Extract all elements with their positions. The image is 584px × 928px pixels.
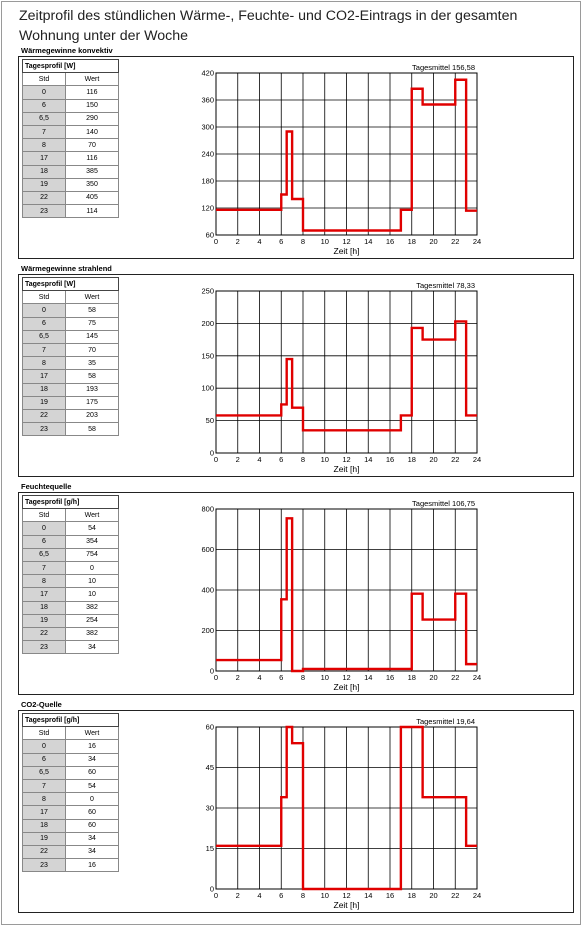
chart-feuchtequelle xyxy=(194,495,499,693)
table-row: 22 203 xyxy=(23,409,119,422)
table-row: 19 350 xyxy=(23,178,119,191)
mean-label: Tagesmittel 156,58 xyxy=(412,63,475,72)
x-tick-label: 14 xyxy=(364,891,373,900)
x-tick-label: 24 xyxy=(472,237,482,246)
y-tick-label: 45 xyxy=(205,763,214,772)
x-tick-label: 12 xyxy=(342,891,351,900)
y-tick-label: 30 xyxy=(205,803,214,813)
x-tick-label: 6 xyxy=(279,891,284,900)
table-row: 6,5 60 xyxy=(23,766,119,779)
table-row: 19 34 xyxy=(23,832,119,845)
mean-label: Tagesmittel 19,64 xyxy=(416,717,475,726)
col-header-wert: Wert xyxy=(66,291,119,304)
table-row: 23 34 xyxy=(23,641,119,654)
chart-waermegewinne-konvektiv xyxy=(194,59,499,257)
x-tick-label: 6 xyxy=(279,455,284,464)
col-header-std: Std xyxy=(23,73,66,86)
section-label: Feuchtequelle xyxy=(21,482,72,491)
table-row: 22 405 xyxy=(23,191,119,204)
x-tick-label: 2 xyxy=(235,891,240,900)
x-tick-label: 14 xyxy=(364,455,373,464)
chart-waermegewinne-strahlend xyxy=(194,277,499,475)
x-tick-label: 22 xyxy=(451,237,460,246)
x-tick-label: 10 xyxy=(320,237,329,246)
col-header-std: Std xyxy=(23,727,66,740)
x-tick-label: 8 xyxy=(300,891,306,900)
x-tick-label: 10 xyxy=(320,891,329,900)
x-axis-label: Zeit [h] xyxy=(333,682,360,692)
section-label: CO2-Quelle xyxy=(21,700,62,709)
table-row: 23 58 xyxy=(23,423,119,436)
page-title: Zeitprofil des stündlichen Wärme-, Feuchte- und CO2-Eintrags in der gesamten Wohnung unter der Woche xyxy=(19,8,518,44)
table-row: 0 54 xyxy=(23,522,119,535)
chart-co2-quelle xyxy=(194,713,499,911)
x-tick-label: 6 xyxy=(279,673,284,682)
table-title: Tagesprofil [W] xyxy=(23,60,119,73)
y-tick-label: 800 xyxy=(201,504,214,514)
table-title: Tagesprofil [g/h] xyxy=(23,496,119,509)
y-tick-label: 60 xyxy=(205,722,214,732)
x-tick-label: 12 xyxy=(342,455,351,464)
x-axis-label: Zeit [h] xyxy=(333,464,360,474)
table-row: 7 70 xyxy=(23,343,119,356)
table-row: 0 58 xyxy=(23,304,119,317)
table-row: 7 0 xyxy=(23,561,119,574)
x-tick-label: 24 xyxy=(472,891,482,900)
table-row: 22 34 xyxy=(23,845,119,858)
y-tick-label: 15 xyxy=(205,844,214,853)
x-tick-label: 20 xyxy=(429,891,438,900)
y-tick-label: 150 xyxy=(201,351,214,361)
section-label: Wärmegewinne konvektiv xyxy=(21,46,113,55)
y-tick-label: 240 xyxy=(201,149,214,159)
y-tick-label: 300 xyxy=(201,122,214,132)
x-tick-label: 18 xyxy=(407,455,416,464)
x-tick-label: 0 xyxy=(213,891,219,900)
table-row: 6,5 145 xyxy=(23,330,119,343)
x-tick-label: 0 xyxy=(213,455,219,464)
col-header-wert: Wert xyxy=(66,73,119,86)
y-tick-label: 200 xyxy=(201,318,214,328)
x-tick-label: 6 xyxy=(279,237,284,246)
x-tick-label: 24 xyxy=(472,673,482,682)
y-tick-label: 0 xyxy=(209,884,214,894)
table-row: 0 16 xyxy=(23,740,119,753)
table-row: 17 10 xyxy=(23,588,119,601)
x-tick-label: 20 xyxy=(429,455,438,464)
x-tick-label: 18 xyxy=(407,673,416,682)
y-tick-label: 400 xyxy=(201,585,214,595)
col-header-std: Std xyxy=(23,291,66,304)
table-row: 6 354 xyxy=(23,535,119,548)
table-row: 23 114 xyxy=(23,205,119,218)
table-row: 22 382 xyxy=(23,627,119,640)
section-box xyxy=(18,492,574,695)
x-tick-label: 8 xyxy=(300,673,306,682)
y-tick-label: 50 xyxy=(205,416,214,426)
x-axis-label: Zeit [h] xyxy=(333,900,360,910)
x-tick-label: 4 xyxy=(257,237,262,246)
table-row: 19 254 xyxy=(23,614,119,627)
x-tick-label: 4 xyxy=(257,891,262,900)
y-tick-label: 200 xyxy=(201,626,214,635)
section-box xyxy=(18,710,574,913)
x-tick-label: 4 xyxy=(257,673,262,682)
table-title: Tagesprofil [W] xyxy=(23,278,119,291)
table-row: 0 116 xyxy=(23,86,119,99)
y-tick-label: 0 xyxy=(209,666,214,676)
x-tick-label: 20 xyxy=(429,673,438,682)
y-tick-label: 60 xyxy=(205,230,214,240)
x-tick-label: 16 xyxy=(385,237,395,246)
table-title: Tagesprofil [g/h] xyxy=(23,714,119,727)
profile-table xyxy=(22,713,119,872)
table-row: 6,5 754 xyxy=(23,548,119,561)
x-tick-label: 10 xyxy=(320,455,329,464)
profile-table xyxy=(22,495,119,654)
y-tick-label: 100 xyxy=(201,383,214,393)
x-tick-label: 18 xyxy=(407,891,416,900)
profile-table xyxy=(22,59,119,218)
table-row: 6 34 xyxy=(23,753,119,766)
x-tick-label: 20 xyxy=(429,237,438,246)
table-row: 18 193 xyxy=(23,383,119,396)
x-tick-label: 18 xyxy=(407,237,416,246)
x-tick-label: 0 xyxy=(213,673,219,682)
x-tick-label: 16 xyxy=(385,673,395,682)
x-tick-label: 22 xyxy=(451,455,460,464)
x-tick-label: 12 xyxy=(342,673,351,682)
section-box xyxy=(18,56,574,259)
table-row: 18 385 xyxy=(23,165,119,178)
x-tick-label: 12 xyxy=(342,237,351,246)
table-row: 18 60 xyxy=(23,819,119,832)
section-box xyxy=(18,274,574,477)
table-row: 7 54 xyxy=(23,779,119,792)
y-tick-label: 0 xyxy=(209,448,214,458)
x-tick-label: 14 xyxy=(364,237,373,246)
section-label: Wärmegewinne strahlend xyxy=(21,264,112,273)
table-row: 23 16 xyxy=(23,859,119,872)
x-tick-label: 8 xyxy=(300,455,306,464)
x-tick-label: 16 xyxy=(385,891,395,900)
table-row: 8 10 xyxy=(23,575,119,588)
y-tick-label: 250 xyxy=(201,286,214,296)
x-tick-label: 14 xyxy=(364,673,373,682)
table-row: 17 116 xyxy=(23,152,119,165)
x-tick-label: 24 xyxy=(472,455,482,464)
y-tick-label: 420 xyxy=(201,68,214,78)
table-row: 18 382 xyxy=(23,601,119,614)
y-tick-label: 120 xyxy=(201,203,214,213)
col-header-std: Std xyxy=(23,509,66,522)
table-row: 17 58 xyxy=(23,370,119,383)
table-row: 19 175 xyxy=(23,396,119,409)
x-tick-label: 2 xyxy=(235,455,240,464)
table-row: 8 70 xyxy=(23,139,119,152)
table-row: 8 35 xyxy=(23,357,119,370)
col-header-wert: Wert xyxy=(66,727,119,740)
table-row: 6 150 xyxy=(23,99,119,112)
x-tick-label: 4 xyxy=(257,455,262,464)
x-tick-label: 16 xyxy=(385,455,395,464)
x-tick-label: 10 xyxy=(320,673,329,682)
x-axis-label: Zeit [h] xyxy=(333,246,360,256)
x-tick-label: 8 xyxy=(300,237,306,246)
profile-table xyxy=(22,277,119,436)
x-tick-label: 2 xyxy=(235,673,240,682)
x-tick-label: 0 xyxy=(213,237,219,246)
mean-label: Tagesmittel 78,33 xyxy=(416,281,475,290)
table-row: 17 60 xyxy=(23,806,119,819)
table-row: 6,5 290 xyxy=(23,112,119,125)
table-row: 6 75 xyxy=(23,317,119,330)
col-header-wert: Wert xyxy=(66,509,119,522)
x-tick-label: 2 xyxy=(235,237,240,246)
y-tick-label: 360 xyxy=(201,95,214,105)
mean-label: Tagesmittel 106,75 xyxy=(412,499,475,508)
x-tick-label: 22 xyxy=(451,891,460,900)
x-tick-label: 22 xyxy=(451,673,460,682)
y-tick-label: 600 xyxy=(201,545,214,554)
table-row: 8 0 xyxy=(23,793,119,806)
table-row: 7 140 xyxy=(23,125,119,138)
y-tick-label: 180 xyxy=(201,176,214,186)
